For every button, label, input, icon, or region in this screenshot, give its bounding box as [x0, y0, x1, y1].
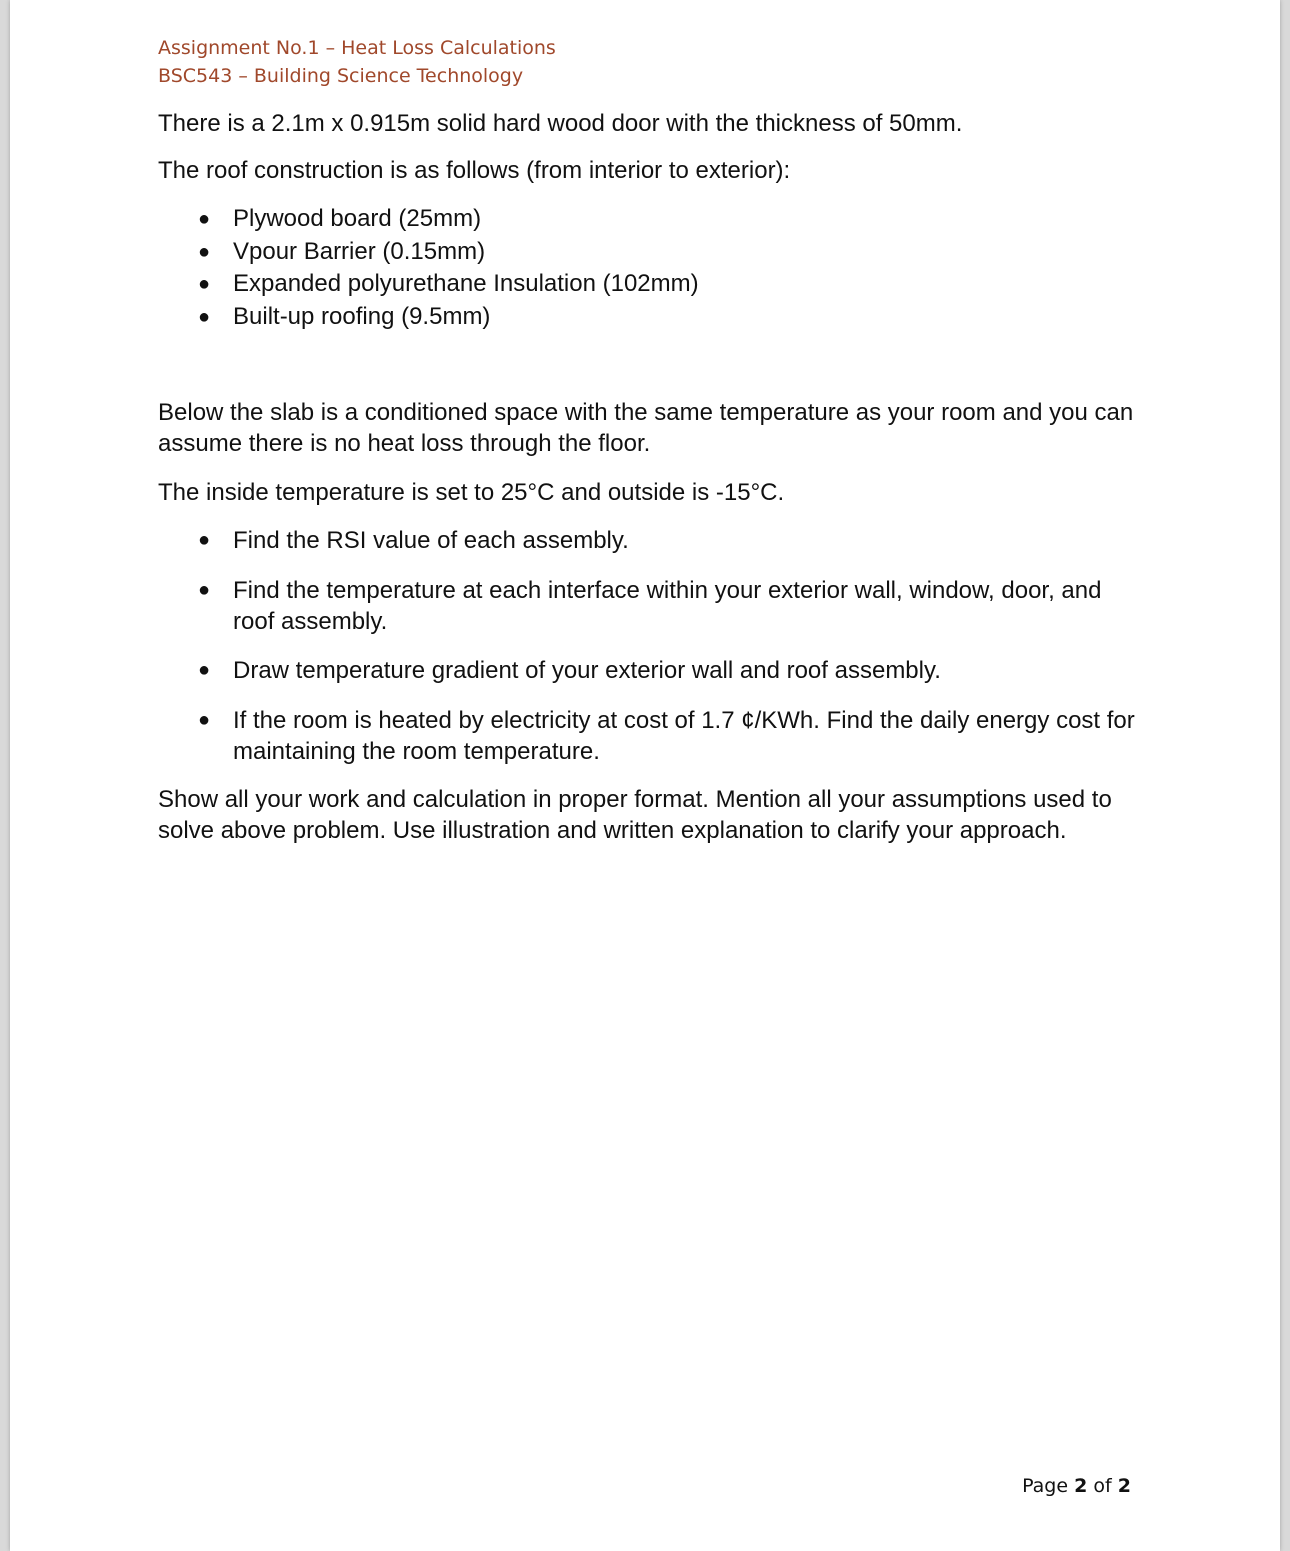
roof-layer-text: Expanded polyurethane Insulation (102mm) [233, 270, 699, 297]
page-of-label: of [1093, 1475, 1112, 1497]
list-item [158, 203, 1143, 236]
header-assignment-title: Assignment No.1 – Heat Loss Calculations [158, 37, 556, 59]
total-pages: 2 [1117, 1475, 1131, 1497]
bullet-icon: ● [198, 659, 211, 681]
paragraph-door: There is a 2.1m x 0.915m solid hard wood door with the thickness of 50mm. [158, 110, 963, 137]
bullet-icon: ● [198, 208, 211, 230]
roof-layer-text: Plywood board (25mm) [233, 205, 482, 232]
list-item [158, 575, 1143, 637]
document-page [10, 0, 1280, 1551]
task-text: If the room is heated by electricity at cost of 1.7 ¢/KWh. Find the daily energy cost for maintaining the room temperature. [233, 707, 1135, 765]
bullet-icon: ● [198, 579, 211, 601]
roof-layer-text: Built-up roofing (9.5mm) [233, 302, 491, 330]
bullet-icon: ● [198, 305, 211, 328]
roof-layer-text: Vpour Barrier (0.15mm) [233, 237, 486, 265]
list-item [158, 301, 1143, 334]
list-item [158, 268, 1143, 301]
task-text: Draw temperature gradient of your exterior wall and roof assembly. [233, 657, 941, 684]
task-text: Find the temperature at each interface within your exterior wall, window, door, and roof assembly. [233, 577, 1102, 635]
paragraph-closing: Show all your work and calculation in proper format. Mention all your assumptions used to solve above problem. Use illustration and written explanation to clarify your approach. [158, 786, 1112, 844]
list-item [158, 236, 1143, 269]
page-number [1022, 1475, 1131, 1497]
paragraph-slab: Below the slab is a conditioned space with the same temperature as your room and you can assume there is no heat loss through the floor. [158, 399, 1134, 457]
document-header [158, 34, 556, 90]
list-item [158, 705, 1143, 767]
current-page: 2 [1074, 1475, 1088, 1497]
bullet-icon: ● [198, 709, 211, 731]
paragraph-temperatures: The inside temperature is set to 25°C and outside is -15°C. [158, 479, 785, 506]
list-item [158, 525, 1143, 556]
page-label: Page [1022, 1475, 1069, 1497]
bullet-icon: ● [198, 273, 211, 295]
bullet-icon: ● [198, 240, 211, 263]
task-text: Find the RSI value of each assembly. [233, 527, 629, 554]
paragraph-roof-intro: The roof construction is as follows (from interior to exterior): [158, 157, 791, 184]
bullet-icon: ● [198, 529, 211, 551]
list-item [158, 655, 1143, 686]
roof-layer-list [158, 203, 1143, 333]
header-course-title: BSC543 – Building Science Technology [158, 65, 524, 87]
